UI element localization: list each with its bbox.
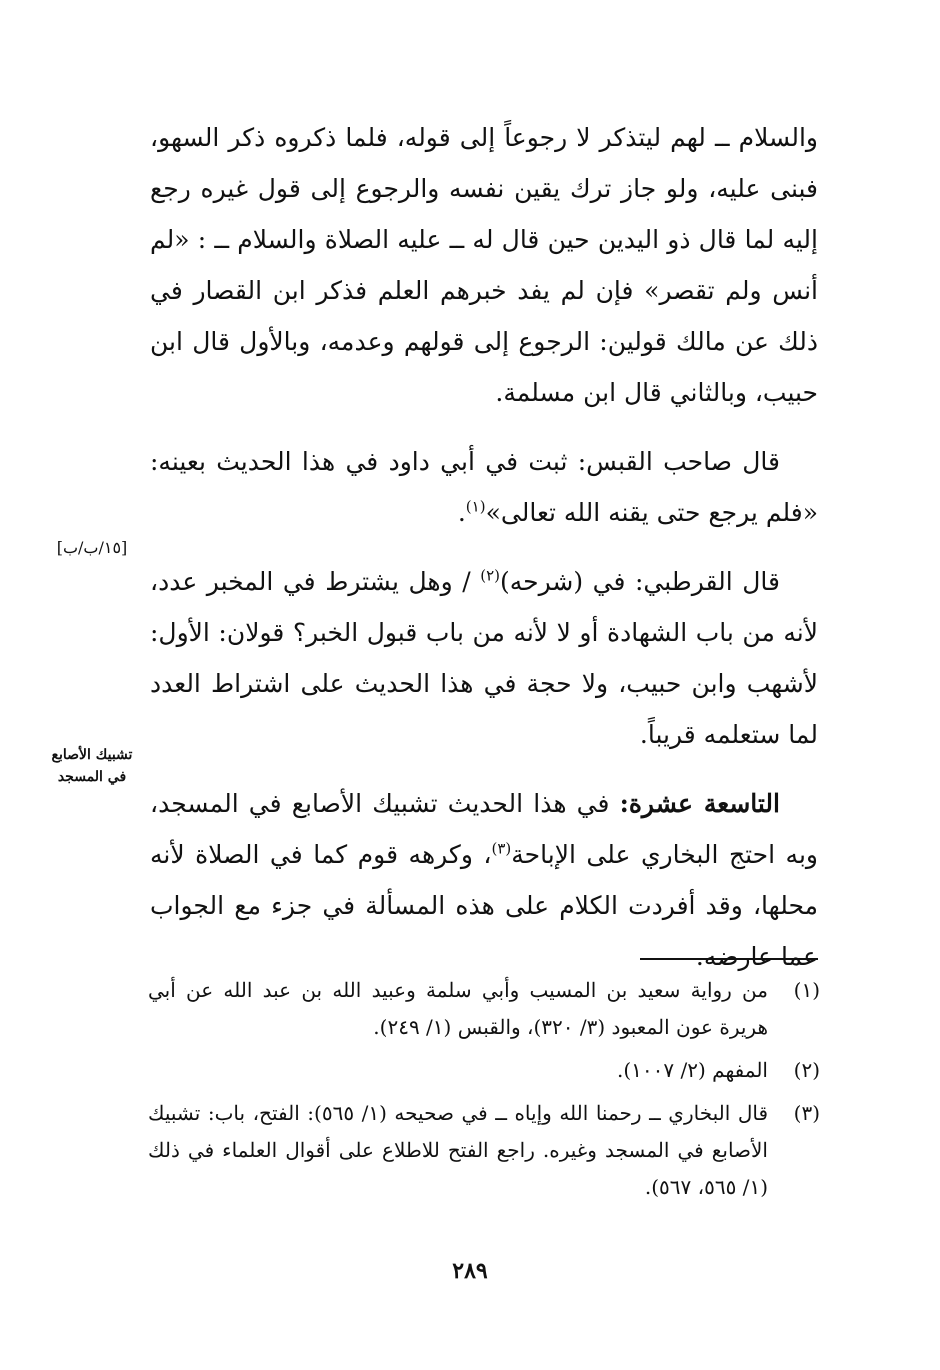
footnote-3	[148, 1095, 820, 1206]
footnote-2-text: المفهم (٢/ ١٠٠٧).	[616, 1058, 768, 1082]
paragraph-2-text: قال صاحب القبس: ثبت في أبي داود في هذا الحديث بعينه: «فلم يرجع حتى يقنه الله تعالى»	[150, 447, 818, 527]
paragraph-4-lead: التاسعة عشرة:	[619, 789, 780, 818]
footnote-1	[148, 972, 820, 1046]
footnote-3-number: (٣)	[793, 1101, 820, 1125]
paragraph-4-text-a: في هذا الحديث تشبيك الأصابع في المسجد، وبه احتج البخاري على الإباحة	[150, 789, 818, 869]
paragraph-1-text: والسلام ــ لهم ليتذكر لا رجوعاً إلى قوله، فلما ذكروه ذكر السهو، فبنى عليه، ولو جاز ترك يقين نفسه والرجوع إلى قول غيره رجع إليه لما قال ذو اليدين حين قال له ــ عليه الصلاة والسلام ــ : «لم أنس ولم تقصر» فإن لم يفد خبرهم العلم فذكر ابن القصار في ذلك عن مالك قولين: الرجوع إلى قولهم وعدمه، وبالأول قال ابن حبيب، وبالثاني قال ابن مسلمة.	[150, 123, 818, 407]
footnote-separator	[640, 958, 818, 960]
paragraph-3	[150, 556, 818, 760]
paragraph-2	[150, 436, 818, 538]
footnote-2	[148, 1052, 820, 1089]
paragraph-3-text-b: / وهل يشترط في المخبر عدد، لأنه من باب الشهادة أو لا لأنه من باب قبول الخبر؟ قولان: الأول: لأشهب وابن حبيب، ولا حجة في هذا الحديث على اشتراط العدد لما ستعلمه قريباً.	[150, 567, 818, 749]
margin-topic-note: تشبيك الأصابع في المسجد	[51, 747, 133, 785]
main-text-column	[150, 112, 818, 1000]
paragraph-3-text-a: قال القرطبي: في (شرحه)	[499, 567, 780, 596]
footnotes	[148, 972, 820, 1212]
footnote-ref-3[interactable]: (٣)	[491, 839, 512, 858]
footnote-2-number: (٢)	[793, 1058, 820, 1082]
footnote-1-number: (١)	[793, 978, 820, 1002]
footnote-3-text: قال البخاري ــ رحمنا الله وإياه ــ في صحيحه (١/ ٥٦٥): الفتح، باب: تشبيك الأصابع في المسجد وغيره. راجع الفتح للاطلاع على أقوال العلماء في ذلك (١/ ٥٦٥، ٥٦٧).	[148, 1101, 769, 1199]
paragraph-4-text-b: ، وكرهه قوم كما في الصلاة لأنه محلها، وقد أفردت الكلام على هذه المسألة في جزء مع الجواب عما عارضه.	[150, 840, 818, 971]
paragraph-4	[150, 778, 818, 982]
paragraph-1	[150, 112, 818, 418]
footnote-1-text: من رواية سعيد بن المسيب وأبي سلمة وعبيد الله بن عبد الله عن أبي هريرة عون المعبود (٣/ ٣٢٠)، والقبس (١/ ٢٤٩).	[148, 978, 768, 1039]
footnote-ref-1[interactable]: (١)	[465, 497, 486, 516]
page-number: ٢٨٩	[452, 1258, 488, 1284]
paragraph-2-tail: .	[457, 498, 466, 527]
manuscript-folio-ref: [١٥/ب/ب]	[56, 538, 128, 557]
footnote-ref-2[interactable]: (٢)	[480, 566, 500, 585]
